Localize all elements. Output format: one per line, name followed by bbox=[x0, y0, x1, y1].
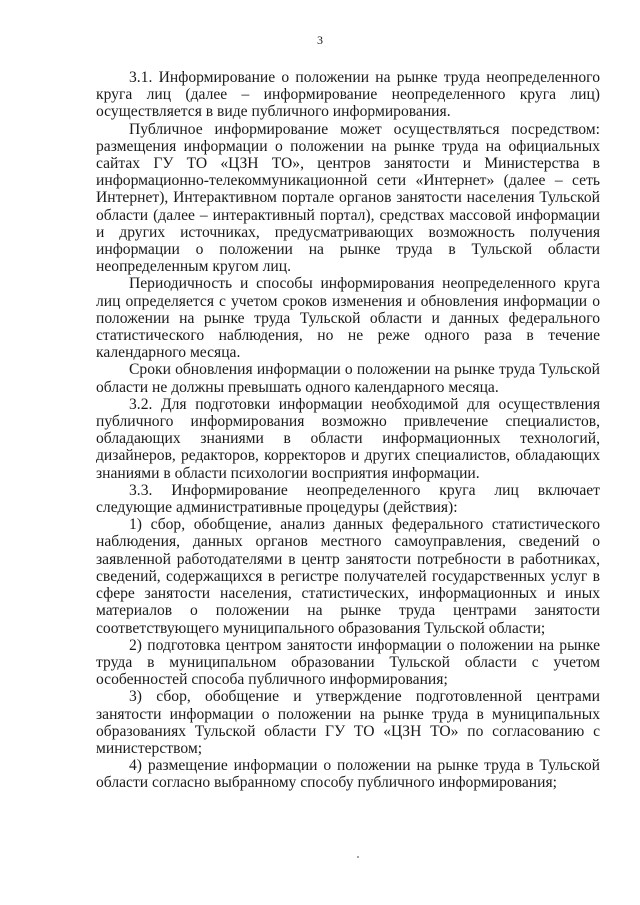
document-body bbox=[96, 69, 600, 792]
paragraph-periodicity: Периодичность и способы информирования неопределенного круга лиц определяется с учетом сроков изменения и обновления информации о положении на рынке труда Тульской области и данных федерального статистического наблюдения, но не реже одного раза в течение календарного месяца. bbox=[96, 275, 600, 362]
page-number: 3 bbox=[317, 33, 323, 47]
list-item-1: 1) сбор, обобщение, анализ данных федерального статистического наблюдения, данных органов местного самоуправления, сведений о заявленной работодателями в центр занятости потребности в работниках, сведений, содержащихся в регистре получателей государственных услуг в сфере занятости населения, статистических, информационных и иных материалов о положении на рынке труда центрами занятости соответствующего муниципального образования Тульской области; bbox=[96, 516, 600, 637]
list-item-3: 3) сбор, обобщение и утверждение подготовленной центрами занятости информации о положении на рынке труда в муниципальных образованиях Тульской области ГУ ТО «ЦЗН ТО» по согласованию с министерством; bbox=[96, 688, 600, 757]
paragraph-3-3: 3.3. Информирование неопределенного круга лиц включает следующие административные процедуры (действия): bbox=[96, 481, 600, 517]
paragraph-public-informing: Публичное информирование может осуществляться посредством: размещения информации о положении на рынке труда на официальных сайтах ГУ ТО «ЦЗН ТО», центров занятости и Министерства в информационно-телекоммуникационной сети «Интернет» (далее – сеть Интернет), Интерактивном портале органов занятости населения Тульской области (далее – интерактивный портал), средствах массовой информации и других источниках, предусматривающих возможность получения информации о положении на рынке труда в Тульской области неопределенным кругом лиц. bbox=[96, 120, 600, 276]
paragraph-3-2: 3.2. Для подготовки информации необходимой для осуществления публичного информирования возможно привлечение специалистов, обладающих знаниями в области информационных технологий, дизайнеров, редакторов, корректоров и других специалистов, обладающих знаниями в области психологии восприятия информации. bbox=[96, 395, 600, 482]
paragraph-update-terms: Сроки обновления информации о положении на рынке труда Тульской области не должны превышать одного календарного месяца. bbox=[96, 361, 600, 396]
list-item-4: 4) размещение информации о положении на рынке труда в Тульской области согласно выбранному способу публичного информирования; bbox=[96, 757, 600, 792]
paragraph-3-1: 3.1. Информирование о положении на рынке труда неопределенного круга лиц (далее – информирование неопределенного круга лиц) осуществляется в виде публичного информирования. bbox=[96, 69, 600, 121]
scan-speck bbox=[357, 856, 359, 858]
list-item-2: 2) подготовка центром занятости информации о положении на рынке труда в муниципальном образовании Тульской области с учетом особенностей способа публичного информирования; bbox=[96, 636, 600, 689]
